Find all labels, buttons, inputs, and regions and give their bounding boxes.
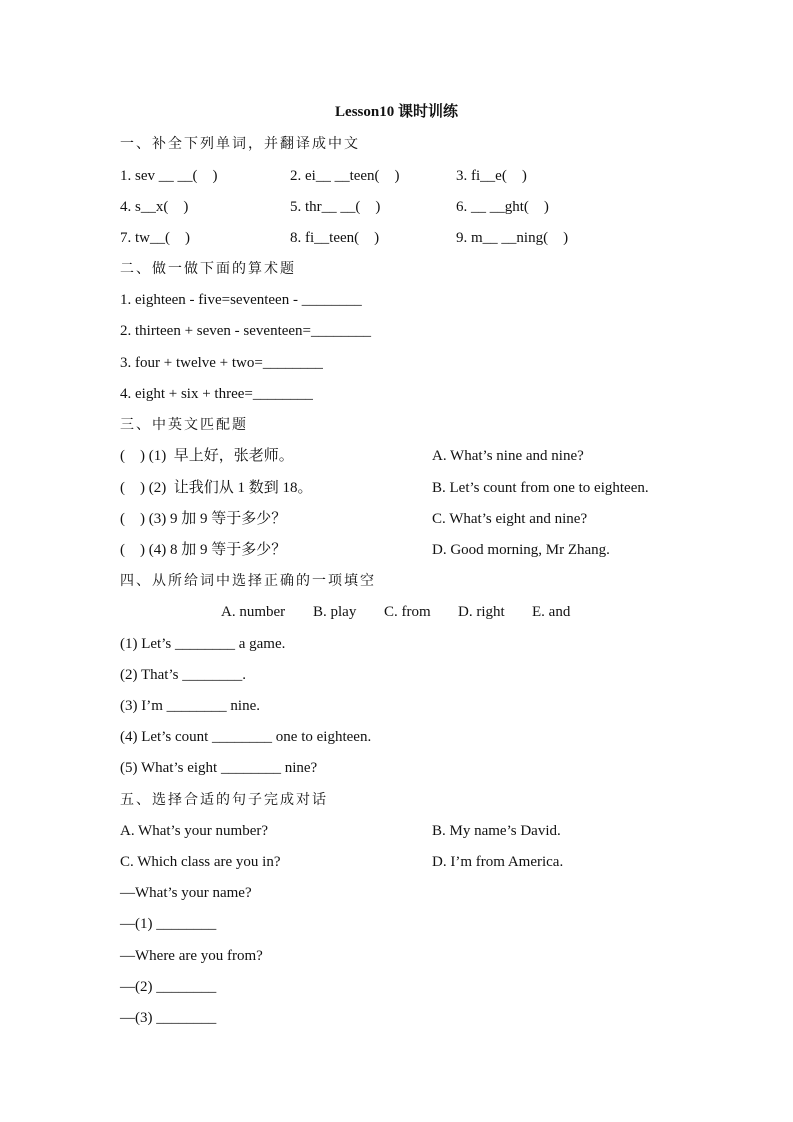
math-item-1: 1. eighteen - five=seventeen - ________	[120, 292, 362, 308]
section-1-heading: 一、补全下列单词，并翻译成中文	[120, 136, 360, 152]
option-b: B. play	[313, 604, 357, 620]
word-item-7: 7. tw__( )	[120, 230, 190, 246]
math-item-2: 2. thirteen + seven - seventeen=________	[120, 323, 372, 339]
match-left-4: ( ) (4) 8 加 9 等于多少？	[120, 542, 287, 558]
match-right-4: D. Good morning, Mr Zhang.	[432, 542, 610, 558]
dialog-option-b: B. My name’s David.	[432, 823, 561, 839]
word-item-5: 5. thr__ __( )	[290, 199, 381, 215]
section-2-heading: 二、做一做下面的算术题	[120, 261, 296, 277]
dialog-option-d: D. I’m from America.	[432, 854, 564, 870]
fill-item-4: (4) Let’s count ________ one to eighteen.	[120, 729, 372, 745]
match-right-3: C. What’s eight and nine?	[432, 511, 588, 527]
word-item-1: 1. sev __ __( )	[120, 168, 218, 184]
option-d: D. right	[458, 604, 505, 620]
word-item-4: 4. s__x( )	[120, 199, 189, 215]
word-item-6: 6. __ __ght( )	[456, 199, 549, 215]
section-5-heading: 五、选择合适的句子完成对话	[120, 792, 328, 808]
option-a: A. number	[221, 604, 286, 620]
math-item-4: 4. eight + six + three=________	[120, 386, 313, 402]
dialog-option-a: A. What’s your number?	[120, 823, 269, 839]
page-title: Lesson10 课时训练	[335, 104, 458, 120]
dialogue-line-3: —Where are you from?	[120, 948, 263, 964]
match-right-2: B. Let’s count from one to eighteen.	[432, 480, 649, 496]
dialogue-line-1: —What’s your name?	[120, 885, 252, 901]
option-c: C. from	[384, 604, 431, 620]
match-left-3: ( ) (3) 9 加 9 等于多少？	[120, 511, 287, 527]
match-left-2: ( ) (2) 让我们从 1 数到 18。	[120, 480, 313, 496]
word-item-3: 3. fi__e( )	[456, 168, 527, 184]
section-4-heading: 四、从所给词中选择正确的一项填空	[120, 573, 376, 589]
fill-item-5: (5) What’s eight ________ nine?	[120, 760, 318, 776]
dialogue-line-5: —(3) ________	[120, 1010, 217, 1026]
word-item-2: 2. ei__ __teen( )	[290, 168, 400, 184]
fill-item-3: (3) I’m ________ nine.	[120, 698, 260, 714]
dialogue-line-4: —(2) ________	[120, 979, 217, 995]
dialog-option-c: C. Which class are you in?	[120, 854, 281, 870]
match-left-1: ( ) (1) 早上好，张老师。	[120, 448, 294, 464]
math-item-3: 3. four + twelve + two=________	[120, 355, 323, 371]
word-item-9: 9. m__ __ning( )	[456, 230, 569, 246]
dialogue-line-2: —(1) ________	[120, 916, 217, 932]
word-item-8: 8. fi__teen( )	[290, 230, 380, 246]
fill-item-1: (1) Let’s ________ a game.	[120, 636, 286, 652]
fill-item-2: (2) That’s ________.	[120, 667, 246, 683]
option-e: E. and	[532, 604, 571, 620]
match-right-1: A. What’s nine and nine?	[432, 448, 584, 464]
section-3-heading: 三、中英文匹配题	[120, 417, 248, 433]
